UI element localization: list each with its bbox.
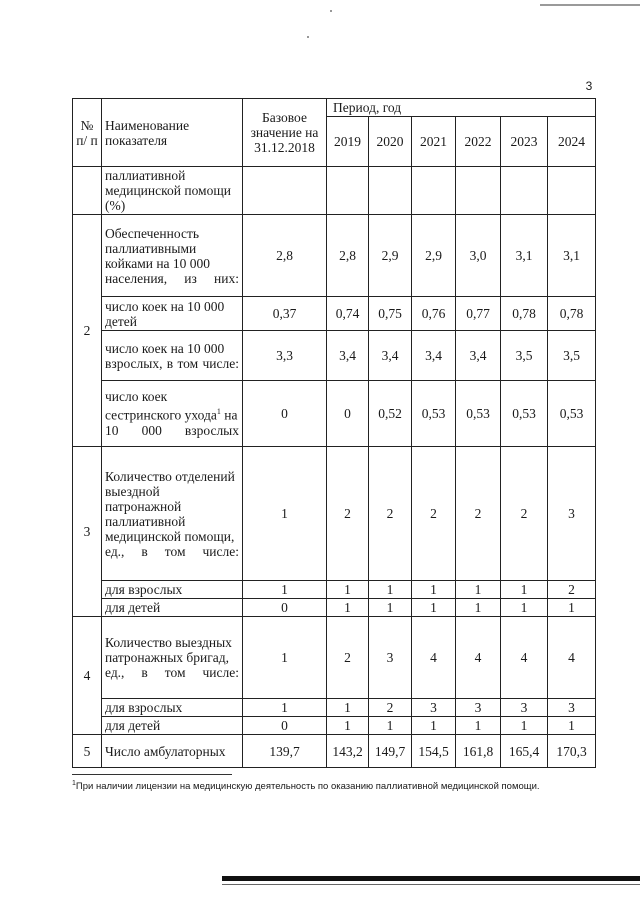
indicator-name: для взрослых — [102, 699, 243, 717]
year-value: 4 — [501, 617, 548, 699]
year-value: 4 — [456, 617, 501, 699]
table-row — [73, 331, 596, 381]
year-value: 1 — [369, 599, 412, 617]
indicator-name: Количество выездных патронажных бригад, ед., в том числе: — [102, 617, 243, 699]
year-value: 1 — [412, 717, 456, 735]
year-value — [456, 167, 501, 215]
year-value: 0 — [327, 381, 369, 447]
year-value: 1 — [456, 599, 501, 617]
year-value: 1 — [327, 699, 369, 717]
year-value: 2 — [327, 617, 369, 699]
year-value: 3,4 — [369, 331, 412, 381]
year-value: 0,77 — [456, 297, 501, 331]
year-value: 1 — [456, 581, 501, 599]
base-value: 2,8 — [243, 215, 327, 297]
year-value: 2,9 — [412, 215, 456, 297]
table-row — [73, 215, 596, 297]
footnote — [72, 780, 612, 792]
year-value: 161,8 — [456, 735, 501, 768]
year-value: 1 — [456, 717, 501, 735]
base-value: 1 — [243, 617, 327, 699]
indicator-name: паллиативной медицинской помощи (%) — [102, 167, 243, 215]
scan-speck — [330, 10, 332, 12]
year-value: 3 — [548, 699, 596, 717]
year-value: 1 — [548, 717, 596, 735]
row-num: 5 — [73, 735, 102, 768]
year-value: 170,3 — [548, 735, 596, 768]
header-year: 2020 — [369, 117, 412, 167]
table-row — [73, 581, 596, 599]
header-year: 2019 — [327, 117, 369, 167]
year-value: 165,4 — [501, 735, 548, 768]
year-value: 1 — [327, 599, 369, 617]
scan-bottom-line — [222, 884, 640, 885]
year-value: 3,1 — [548, 215, 596, 297]
base-value: 0 — [243, 381, 327, 447]
year-value: 1 — [412, 581, 456, 599]
year-value: 3 — [369, 617, 412, 699]
indicator-name: для детей — [102, 599, 243, 617]
year-value: 0,75 — [369, 297, 412, 331]
footnote-marker: 1 — [72, 780, 76, 787]
header-num: № п/ п — [73, 99, 102, 167]
header-year: 2022 — [456, 117, 501, 167]
scan-bottom-bar — [222, 876, 640, 881]
year-value: 0,53 — [501, 381, 548, 447]
footnote-divider — [72, 774, 232, 775]
year-value: 3 — [412, 699, 456, 717]
footnote-text: При наличии лицензии на медицинскую деятельность по оказанию паллиативной медицинской помощи. — [75, 781, 540, 793]
indicator-name-text: на 10 000 взрослых — [105, 407, 239, 438]
year-value: 1 — [501, 717, 548, 735]
table-row — [73, 447, 596, 581]
indicator-name-text: число коек сестринского ухода — [105, 389, 217, 423]
year-value: 0,53 — [412, 381, 456, 447]
year-value: 0,53 — [548, 381, 596, 447]
table-row — [73, 735, 596, 768]
header-period: Период, год — [327, 99, 596, 117]
indicator-name: Обеспеченность паллиативными койками на 10 000 населения, из них: — [102, 215, 243, 297]
base-value: 0 — [243, 599, 327, 617]
year-value: 1 — [501, 599, 548, 617]
year-value: 3,4 — [412, 331, 456, 381]
year-value: 3,5 — [501, 331, 548, 381]
year-value: 1 — [327, 581, 369, 599]
year-value: 4 — [412, 617, 456, 699]
row-num: 4 — [73, 617, 102, 735]
page-number: 3 — [585, 79, 593, 93]
year-value — [412, 167, 456, 215]
base-value: 0 — [243, 717, 327, 735]
year-value — [548, 167, 596, 215]
row-num: 2 — [73, 215, 102, 447]
year-value: 149,7 — [369, 735, 412, 768]
year-value: 1 — [501, 581, 548, 599]
header-name: Наименование показателя — [102, 99, 243, 167]
row-num: 3 — [73, 447, 102, 617]
header-year: 2024 — [548, 117, 596, 167]
base-value: 3,3 — [243, 331, 327, 381]
table-row — [73, 717, 596, 735]
table-row — [73, 617, 596, 699]
indicator-name: число коек на 10 000 детей — [102, 297, 243, 331]
base-value: 1 — [243, 581, 327, 599]
indicator-name: число коек на 10 000 взрослых, в том числе: — [102, 331, 243, 381]
table-row — [73, 599, 596, 617]
row-num — [73, 167, 102, 215]
year-value: 2 — [327, 447, 369, 581]
table-row — [73, 699, 596, 717]
year-value: 1 — [548, 599, 596, 617]
year-value: 0,74 — [327, 297, 369, 331]
year-value: 1 — [412, 599, 456, 617]
header-year: 2023 — [501, 117, 548, 167]
year-value: 3,0 — [456, 215, 501, 297]
year-value: 3 — [456, 699, 501, 717]
year-value: 0,78 — [501, 297, 548, 331]
year-value: 143,2 — [327, 735, 369, 768]
year-value: 3 — [501, 699, 548, 717]
year-value: 2 — [369, 447, 412, 581]
indicators-table — [72, 98, 596, 768]
year-value: 2,9 — [369, 215, 412, 297]
year-value: 0,76 — [412, 297, 456, 331]
year-value: 2 — [501, 447, 548, 581]
year-value: 3,1 — [501, 215, 548, 297]
table-row — [73, 381, 596, 447]
indicator-name: для взрослых — [102, 581, 243, 599]
year-value: 1 — [369, 581, 412, 599]
year-value: 3 — [548, 447, 596, 581]
year-value: 0,53 — [456, 381, 501, 447]
indicator-name: Число амбулаторных — [102, 735, 243, 768]
year-value: 154,5 — [412, 735, 456, 768]
year-value — [327, 167, 369, 215]
indicator-name: Количество отделений выездной патронажной паллиативной медицинской помощи, ед., в том числе: — [102, 447, 243, 581]
table-row — [73, 297, 596, 331]
indicator-name — [102, 381, 243, 447]
base-value: 1 — [243, 447, 327, 581]
base-value — [243, 167, 327, 215]
year-value: 2 — [456, 447, 501, 581]
year-value: 0,52 — [369, 381, 412, 447]
scan-speck — [307, 36, 309, 38]
year-value: 2,8 — [327, 215, 369, 297]
year-value: 2 — [548, 581, 596, 599]
table-row — [73, 167, 596, 215]
base-value: 0,37 — [243, 297, 327, 331]
header-year: 2021 — [412, 117, 456, 167]
indicator-name: для детей — [102, 717, 243, 735]
base-value: 139,7 — [243, 735, 327, 768]
year-value: 3,4 — [327, 331, 369, 381]
header-base: Базовое значение на 31.12.2018 — [243, 99, 327, 167]
year-value: 3,5 — [548, 331, 596, 381]
base-value: 1 — [243, 699, 327, 717]
year-value — [501, 167, 548, 215]
footnote-marker: 1 — [216, 407, 221, 417]
year-value: 0,78 — [548, 297, 596, 331]
year-value: 4 — [548, 617, 596, 699]
year-value: 1 — [369, 717, 412, 735]
year-value: 2 — [412, 447, 456, 581]
scan-top-rule — [540, 4, 640, 6]
year-value — [369, 167, 412, 215]
year-value: 3,4 — [456, 331, 501, 381]
year-value: 2 — [369, 699, 412, 717]
year-value: 1 — [327, 717, 369, 735]
